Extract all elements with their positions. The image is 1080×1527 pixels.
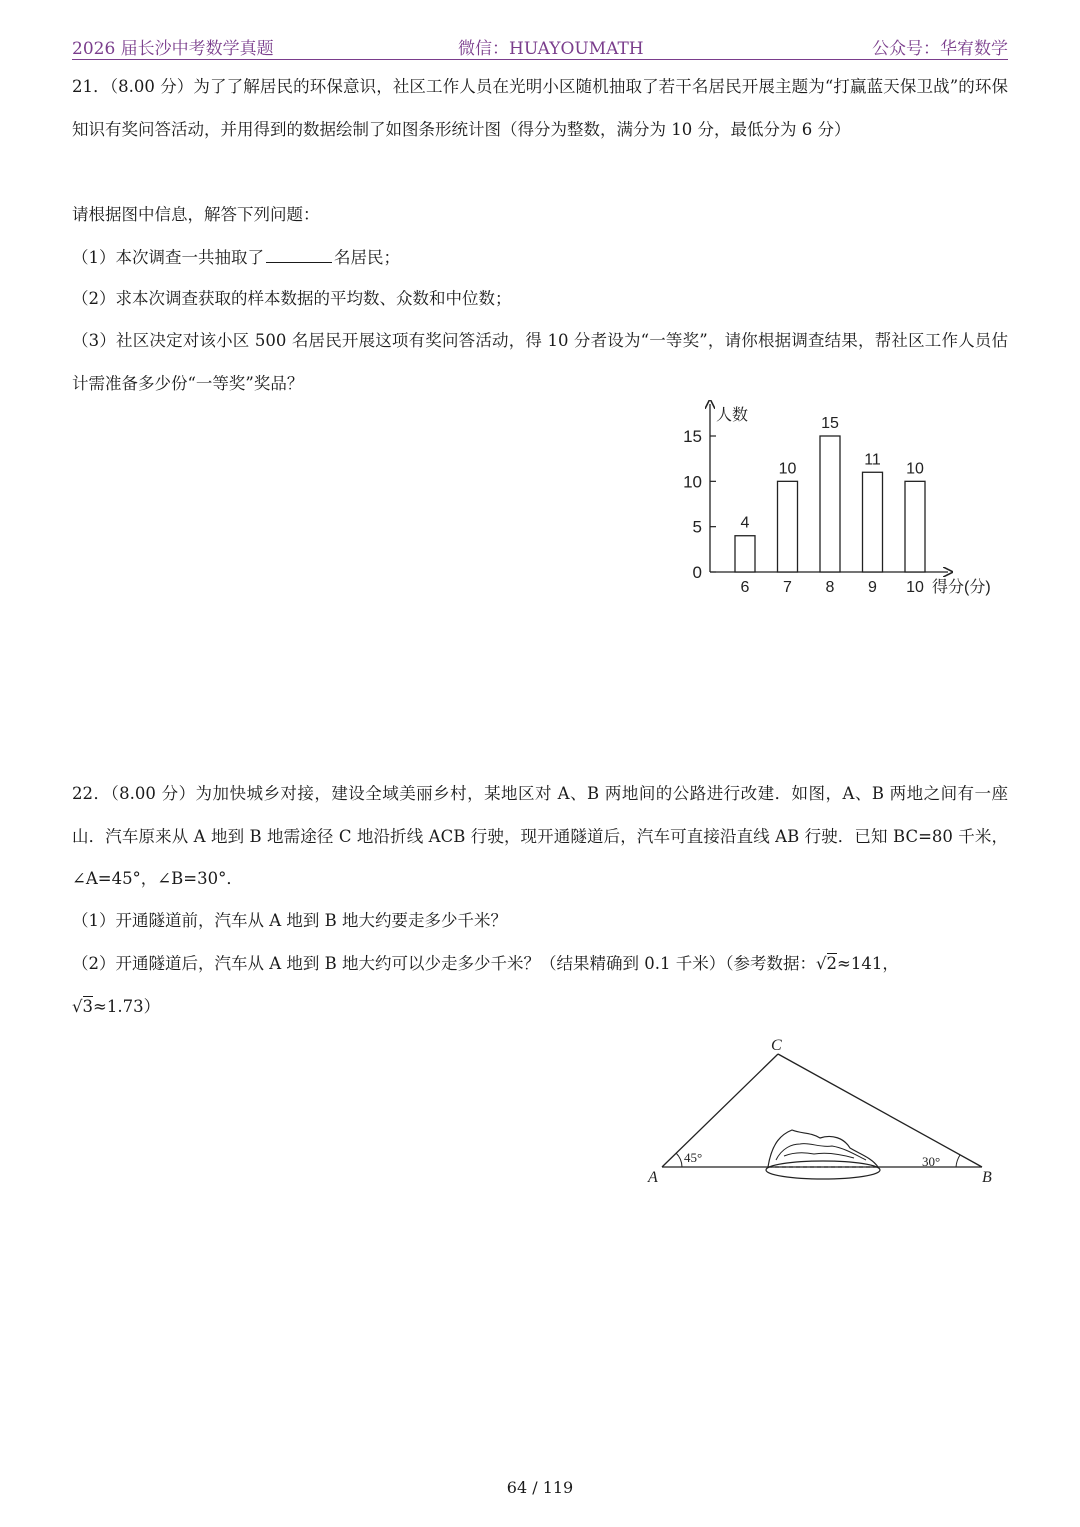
q21-part1 [72,246,1012,269]
angle-arc-a [676,1153,682,1167]
y-tick-label: 15 [683,427,702,446]
answer-blank [266,246,332,263]
angle-label-b: 30° [922,1154,941,1169]
bar-value-label: 10 [906,460,924,478]
y-axis-label: 人数 [716,407,749,424]
bar-9 [863,472,883,572]
bar-chart [660,400,1020,605]
bar-8 [820,436,840,572]
sqrt3-approx: ≈1.73） [93,997,161,1016]
angle-label-a: 45° [684,1150,703,1165]
q21-part1-pre: （1）本次调查一共抽取了 [72,248,264,267]
q21-part3: （3）社区决定对该小区 500 名居民开展这项有奖问答活动，得 10 分者设为“一等奖”，请你根据调查结果，帮社区工作人员估计需准备多少份“一等奖”奖品？ [72,331,1008,393]
y-tick-label: 0 [692,563,702,582]
x-tick-label: 6 [740,579,750,596]
q22-part2-text: （2）开通隧道后，汽车从 A 地到 B 地大约可以少走多少千米？（结果精确到 0.1 千米）（参考数据： [72,954,816,973]
q22-stem: 22．（8.00 分）为加快城乡对接，建设全域美丽乡村，某地区对 A、B 两地间的公路进行改建．如图，A、B 两地之间有一座山．汽车原来从 A 地到 B 地需途径 C 地沿折线 ACB 行驶，现开通隧道后，汽车可直接沿直线 AB 行驶．已知 BC=80 千米，∠A=45°，∠B=30°． [72,784,1008,888]
angle-arc-b [956,1155,960,1167]
bar-6 [735,536,755,572]
page-number: 64 / 119 [506,1478,574,1497]
triangle-figure [640,1030,1010,1190]
sqrt-symbol: √ [72,997,83,1016]
header-left: 2026 届长沙中考数学真题 [72,39,274,59]
q21-part1-post: 名居民； [334,248,400,267]
header-center: 微信：HUAYOUMATH [458,39,644,59]
sqrt2-approx: ≈141， [837,954,899,973]
y-tick-label: 10 [683,472,702,492]
y-tick-label: 5 [692,517,702,537]
x-tick-label: 10 [906,579,924,596]
bar-value-label: 11 [864,451,881,469]
segment-ac [662,1054,778,1167]
q22-part1: （1）开通隧道前，汽车从 A 地到 B 地大约要走多少千米？ [72,911,508,930]
header-right: 公众号：华宥数学 [872,39,1008,59]
x-tick-label: 8 [825,579,835,596]
vertex-label-c: C [771,1037,782,1054]
mountain-icon [766,1130,880,1179]
q21-stem: 21．（8.00 分）为了了解居民的环保意识，社区工作人员在光明小区随机抽取了若干名居民开展主题为“打赢蓝天保卫战”的环保知识有奖问答活动，并用得到的数据绘制了如图条形统计图（得分为整数，满分为 10 分，最低分为 6 分） [72,77,1008,139]
bar-value-label: 4 [740,514,750,532]
header-divider [72,59,1008,60]
bar-10 [905,481,925,572]
q22-part2 [72,953,1012,975]
x-tick-label: 9 [868,579,877,596]
q22-part2-cont [72,996,1012,1018]
sqrt-symbol: √ [816,954,827,973]
x-axis-label: 得分(分) [932,579,991,596]
bar-7 [778,481,798,572]
q21-part2: （2）求本次调查获取的样本数据的平均数、众数和中位数； [72,289,512,308]
vertex-label-a: A [648,1169,658,1186]
bar-value-label: 10 [778,460,797,478]
q21-instruction: 请根据图中信息，解答下列问题： [72,205,320,224]
sqrt2-radicand: 2 [826,954,838,973]
bar-value-label: 15 [821,415,839,432]
sqrt3-radicand: 3 [82,997,94,1016]
x-tick-label: 7 [783,579,792,596]
vertex-label-b: B [982,1169,992,1186]
segment-cb [778,1054,982,1167]
